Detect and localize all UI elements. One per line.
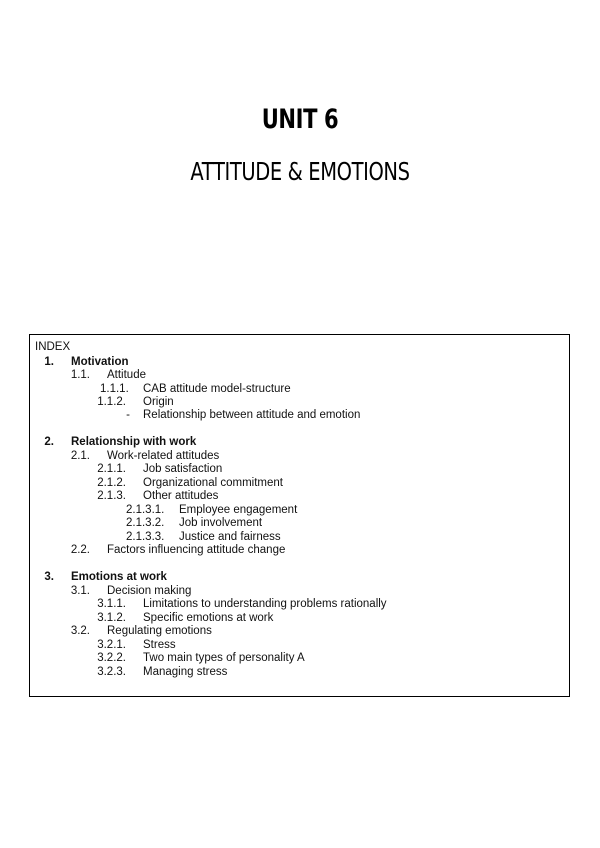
index-text: Relationship with work (71, 436, 197, 448)
index-text: Managing stress (143, 666, 228, 678)
index-text: Two main types of personality A (143, 652, 305, 664)
index-text: Organizational commitment (143, 477, 283, 489)
index-number: 2.1.3. (97, 490, 126, 502)
index-text: CAB attitude model-structure (143, 383, 291, 395)
index-text: Specific emotions at work (143, 612, 274, 624)
index-text: Job satisfaction (143, 463, 223, 475)
index-text: Stress (143, 639, 176, 651)
index-text: Factors influencing attitude change (107, 544, 286, 556)
index-number: 3.2.3. (97, 666, 126, 678)
index-number: 2.1.3.1. (126, 504, 165, 516)
index-number: 3.2. (70, 625, 90, 637)
index-number: 2.2. (70, 544, 90, 556)
index-text: Motivation (71, 356, 129, 368)
index-number: 1. (44, 356, 54, 368)
index-label: INDEX (35, 341, 71, 353)
index-text: Job involvement (179, 517, 263, 529)
index-number: 3.1.1. (97, 598, 126, 610)
index-text: Relationship between attitude and emotion (143, 409, 361, 421)
index-number: 3.2.1. (97, 639, 126, 651)
index-number: 2.1.2. (97, 477, 126, 489)
index-text: Employee engagement (179, 504, 298, 516)
index-number: 3.1.2. (97, 612, 126, 624)
index-text: Work-related attitudes (107, 450, 220, 462)
index-text: Regulating emotions (107, 625, 212, 637)
index-box (29, 334, 570, 697)
index-number: 1.1. (70, 369, 90, 381)
index-number: 3. (44, 571, 54, 583)
index-text: Limitations to understanding problems rationally (143, 598, 387, 610)
index-text: Attitude (107, 369, 146, 381)
index-text: Other attitudes (143, 490, 219, 502)
index-number: 2.1.1. (97, 463, 126, 475)
unit-subtitle: ATTITUDE & EMOTIONS (190, 157, 410, 186)
index-text: Origin (143, 396, 174, 408)
index-text: Emotions at work (71, 571, 167, 583)
index-number: 2.1. (70, 450, 90, 462)
index-number: 3.1. (70, 585, 90, 597)
index-number: 1.1.1. (100, 383, 129, 395)
unit-title: UNIT 6 (261, 104, 339, 135)
index-number: - (126, 409, 130, 421)
index-number: 2.1.3.3. (126, 531, 165, 543)
index-number: 3.2.2. (97, 652, 126, 664)
index-number: 1.1.2. (97, 396, 126, 408)
index-text: Decision making (107, 585, 192, 597)
index-number: 2. (44, 436, 54, 448)
index-number: 2.1.3.2. (126, 517, 165, 529)
index-text: Justice and fairness (179, 531, 281, 543)
